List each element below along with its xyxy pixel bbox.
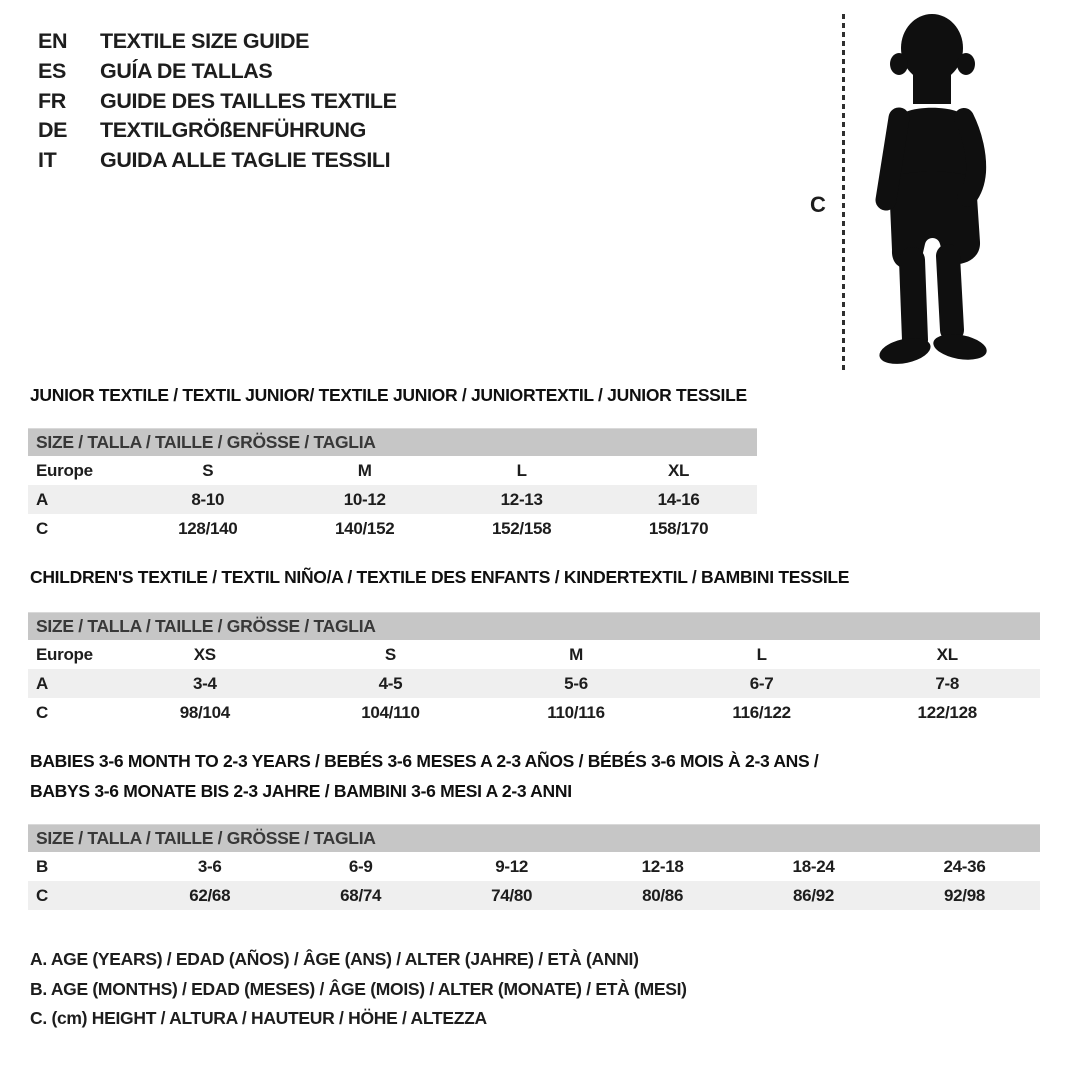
size-header-bar xyxy=(28,824,1040,852)
size-value: 5-6 xyxy=(564,673,588,693)
junior-table-title: JUNIOR TEXTILE / TEXTIL JUNIOR/ TEXTILE JUNIOR / JUNIORTEXTIL / JUNIOR TESSILE xyxy=(30,385,747,405)
language-row xyxy=(38,116,397,146)
size-header-label: SIZE / TALLA / TAILLE / GRÖSSE / TAGLIA xyxy=(36,432,376,452)
table-row xyxy=(28,456,757,485)
language-list xyxy=(38,27,397,175)
children-table-title: CHILDREN'S TEXTILE / TEXTIL NIÑO/A / TEXTILE DES ENFANTS / KINDERTEXTIL / BAMBINI TESSILE xyxy=(30,567,850,587)
language-code: ES xyxy=(38,59,66,84)
children-table-rows xyxy=(28,640,1040,727)
row-label: Europe xyxy=(36,460,93,480)
measure-c-label: C xyxy=(810,192,826,217)
table-row xyxy=(28,698,1040,727)
size-value: 9-12 xyxy=(495,856,529,876)
language-code: FR xyxy=(38,88,66,113)
size-value: XS xyxy=(193,644,216,664)
size-value: 3-4 xyxy=(192,673,217,693)
table-row xyxy=(28,852,1040,881)
language-label: GUIDE DES TAILLES TEXTILE xyxy=(100,88,397,113)
size-value: 18-24 xyxy=(792,856,835,876)
size-value: 116/122 xyxy=(732,702,791,722)
size-value: 14-16 xyxy=(657,489,700,509)
size-header-label: SIZE / TALLA / TAILLE / GRÖSSE / TAGLIA xyxy=(36,828,376,848)
size-header-bar xyxy=(28,428,757,456)
junior-size-table xyxy=(28,428,757,543)
size-value: 140/152 xyxy=(335,518,395,538)
babies-table-rows xyxy=(28,852,1040,910)
row-label: A xyxy=(36,673,48,693)
language-row xyxy=(38,57,397,87)
language-code: EN xyxy=(38,29,68,54)
size-value: 122/128 xyxy=(917,702,977,722)
language-row xyxy=(38,86,397,116)
language-row xyxy=(38,27,397,57)
size-value: 8-10 xyxy=(191,489,225,509)
size-value: 104/110 xyxy=(361,702,420,722)
size-value: 80/86 xyxy=(642,885,684,905)
measurement-legend xyxy=(30,949,687,1038)
size-value: M xyxy=(569,644,583,664)
size-value: XL xyxy=(936,644,958,664)
language-label: GUÍA DE TALLAS xyxy=(100,59,273,84)
size-value: 6-9 xyxy=(348,856,373,876)
language-label: GUIDA ALLE TAGLIE TESSILI xyxy=(100,148,391,173)
legend-line: C. (cm) HEIGHT / ALTURA / HAUTEUR / HÖHE / ALTEZZA xyxy=(30,1008,487,1028)
size-value: 128/140 xyxy=(178,518,238,538)
language-code: DE xyxy=(38,118,68,143)
size-value: 68/74 xyxy=(340,885,382,905)
table-row xyxy=(28,514,757,543)
size-value: 7-8 xyxy=(935,673,960,693)
language-label: TEXTILGRÖßENFÜHRUNG xyxy=(100,118,366,143)
size-header-bar xyxy=(28,612,1040,640)
size-value: 4-5 xyxy=(378,673,403,693)
size-value: L xyxy=(756,644,767,664)
legend-line: B. AGE (MONTHS) / EDAD (MESES) / ÂGE (MOIS) / ALTER (MONATE) / ETÀ (MESI) xyxy=(30,978,687,999)
size-value: 152/158 xyxy=(491,518,552,538)
size-value: 110/116 xyxy=(547,702,605,722)
babies-size-table xyxy=(28,824,1040,910)
children-size-table xyxy=(28,612,1040,727)
junior-table-rows xyxy=(28,456,757,543)
size-header-label: SIZE / TALLA / TAILLE / GRÖSSE / TAGLIA xyxy=(36,616,376,636)
row-label: B xyxy=(36,856,48,876)
height-measure-dashed-line xyxy=(842,14,845,372)
size-value: 74/80 xyxy=(491,885,533,905)
row-label: Europe xyxy=(36,644,93,664)
row-label: C xyxy=(36,885,48,905)
table-row xyxy=(28,485,757,514)
size-value: XL xyxy=(667,460,690,480)
size-value: 158/170 xyxy=(648,518,709,538)
row-label: C xyxy=(36,518,48,538)
size-value: 86/92 xyxy=(793,885,835,905)
baby-silhouette-icon xyxy=(855,10,1005,372)
table-row xyxy=(28,669,1040,698)
language-row xyxy=(38,146,397,176)
size-value: M xyxy=(357,460,372,480)
size-value: S xyxy=(202,460,214,480)
size-value: 12-18 xyxy=(641,856,684,876)
table-row xyxy=(28,881,1040,910)
size-value: 6-7 xyxy=(749,673,774,693)
table-row xyxy=(28,640,1040,669)
language-code: IT xyxy=(38,148,57,173)
babies-title-line-2: BABYS 3-6 MONATE BIS 2-3 JAHRE / BAMBINI 3-6 MESI A 2-3 ANNI xyxy=(30,781,572,801)
language-label: TEXTILE SIZE GUIDE xyxy=(100,29,310,54)
size-value: 92/98 xyxy=(943,885,986,905)
row-label: C xyxy=(36,702,48,722)
size-value: 62/68 xyxy=(189,885,231,905)
legend-line: A. AGE (YEARS) / EDAD (AÑOS) / ÂGE (ANS) / ALTER (JAHRE) / ETÀ (ANNI) xyxy=(30,949,639,969)
babies-title-line-1: BABIES 3-6 MONTH TO 2-3 YEARS / BEBÉS 3-6 MESES A 2-3 AÑOS / BÉBÉS 3-6 MOIS À 2-3 ANS / xyxy=(30,751,819,771)
size-value: S xyxy=(384,644,396,664)
size-value: 24-36 xyxy=(943,856,986,876)
size-value: 98/104 xyxy=(179,702,230,722)
babies-table-title xyxy=(30,746,819,806)
size-value: 3-6 xyxy=(197,856,222,876)
row-label: A xyxy=(36,489,48,509)
size-value: L xyxy=(516,460,527,480)
size-value: 10-12 xyxy=(343,489,386,509)
size-value: 12-13 xyxy=(500,489,543,509)
